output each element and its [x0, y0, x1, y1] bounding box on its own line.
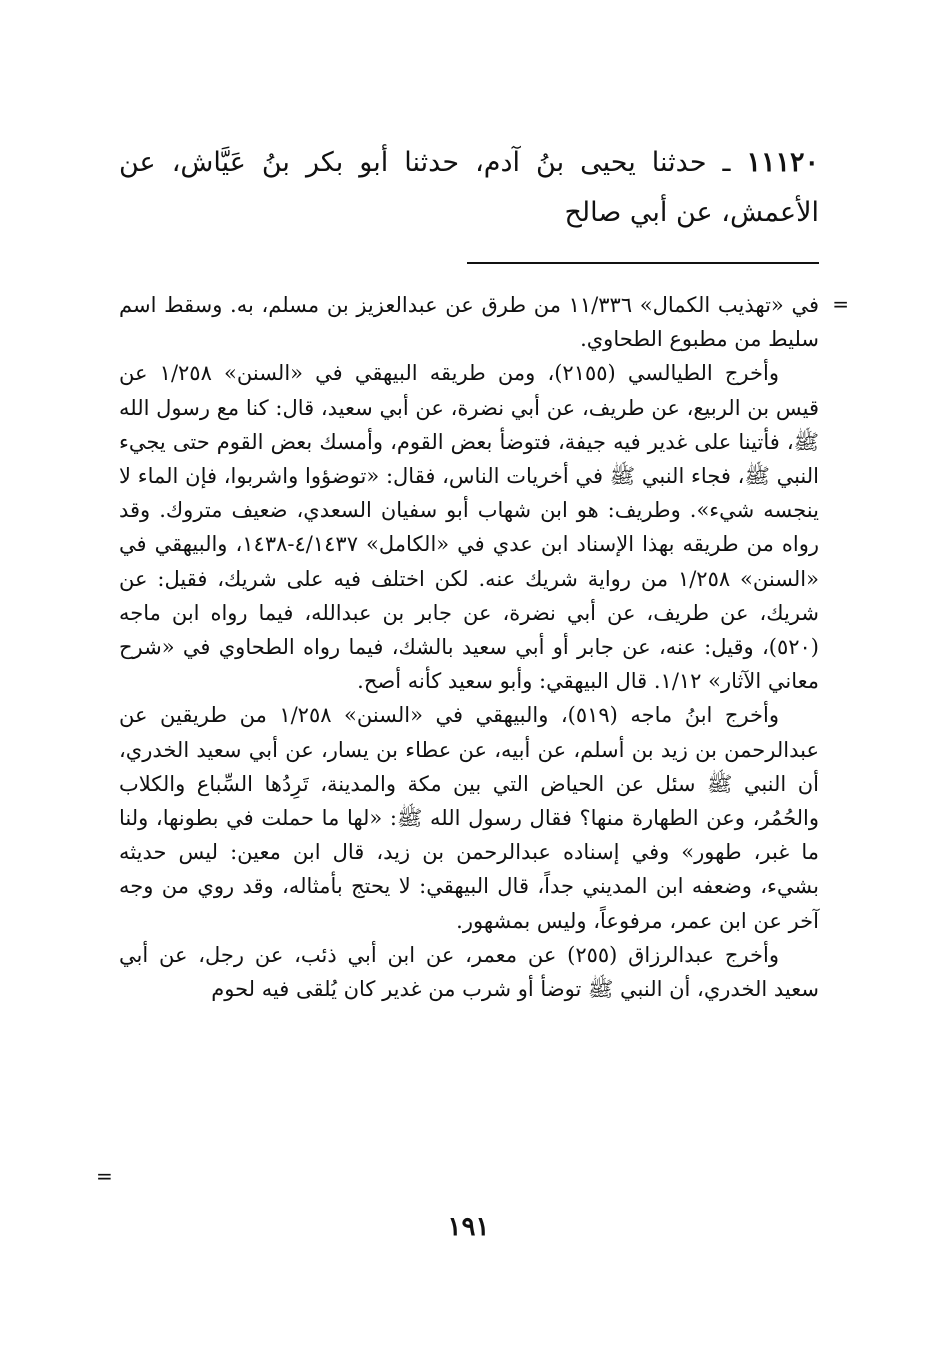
footnote-divider	[467, 262, 819, 264]
footnote-paragraph: وأخرج الطيالسي (٢١٥٥)، ومن طريقه البيهقي في «السنن» ١/٢٥٨ عن قيس بن الربيع، عن طريف، عن أبي نضرة، عن أبي سعيد، قال: كنا مع رسول الله ﷺ، فأتينا على غدير فيه جيفة، فتوضأ بعض القوم، وأمسك بعض القوم حتى يجيء النبي ﷺ، فجاء النبي ﷺ في أخريات الناس، فقال: «توضؤوا واشربوا، فإن الماء لا ينجسه شيء». وطريف: هو ابن شهاب أبو سفيان السعدي، ضعيف متروك. وقد رواه من طريقه بهذا الإسناد ابن عدي في «الكامل» ٤/١٤٣٧-١٤٣٨، والبيهقي في «السنن» ١/٢٥٨ من رواية شريك عنه. لكن اختلف فيه على شريك، فقيل: عن شريك، عن طريف، عن أبي نضرة، عن جابر بن عبدالله، فيما رواه ابن ماجه (٥٢٠)، وقيل: عنه، عن جابر أو أبي سعيد بالشك، فيما رواه الطحاوي في «شرح معاني الآثار» ١/١٢. قال البيهقي: وأبو سعيد كأنه أصح.	[119, 361, 820, 694]
hadith-body: حدثنا يحيى بنُ آدم، حدثنا أبو بكر بنُ عَيَّاش، عن الأعمش، عن أبي صالح	[119, 147, 819, 228]
footnote-continuation-mark-end: =	[96, 1164, 113, 1188]
hadith-text	[119, 138, 819, 238]
footnote-paragraph: وأخرج ابنُ ماجه (٥١٩)، والبيهقي في «السنن» ١/٢٥٨ من طريقين عن عبدالرحمن بن زيد بن أسلم، عن أبيه، عن عطاء بن يسار، عن أبي سعيد الخدري، أن النبي ﷺ سئل عن الحياض التي بين مكة والمدينة، تَرِدُها السِّباع والكلاب والحُمُر، وعن الطهارة منها؟ فقال رسول الله ﷺ: «لها ما حملت في بطونها، ولنا ما غبر، طهور» وفي إسناده عبدالرحمن بن زيد، قال ابن معين: ليس حديثه بشيء، وضعفه ابن المديني جداً، قال البيهقي: لا يحتج بأمثاله، وقد روي من وجه آخر عن ابن عمر، مرفوعاً، وليس بمشهور.	[119, 703, 819, 933]
footnote-paragraph: في «تهذيب الكمال» ١١/٣٣٦ من طرق عن عبدالعزيز بن مسلم، به. وسقط اسم سليط من مطبوع الطحاوي.	[119, 293, 819, 352]
footnote-paragraph: وأخرج عبدالرزاق (٢٥٥) عن معمر، عن ابن أبي ذئب، عن رجل، عن أبي سعيد الخدري، أن النبي ﷺ توضأ أو شرب من غدير كان يُلقى فيه لحوم	[119, 942, 819, 1002]
footnote-continuation-mark-start: =	[832, 292, 849, 316]
page-number: ١٩١	[447, 1212, 490, 1242]
hadith-separator: ـ	[706, 147, 747, 178]
hadith-number: ١١١٢٠	[746, 147, 820, 178]
footnotes	[119, 288, 819, 1006]
